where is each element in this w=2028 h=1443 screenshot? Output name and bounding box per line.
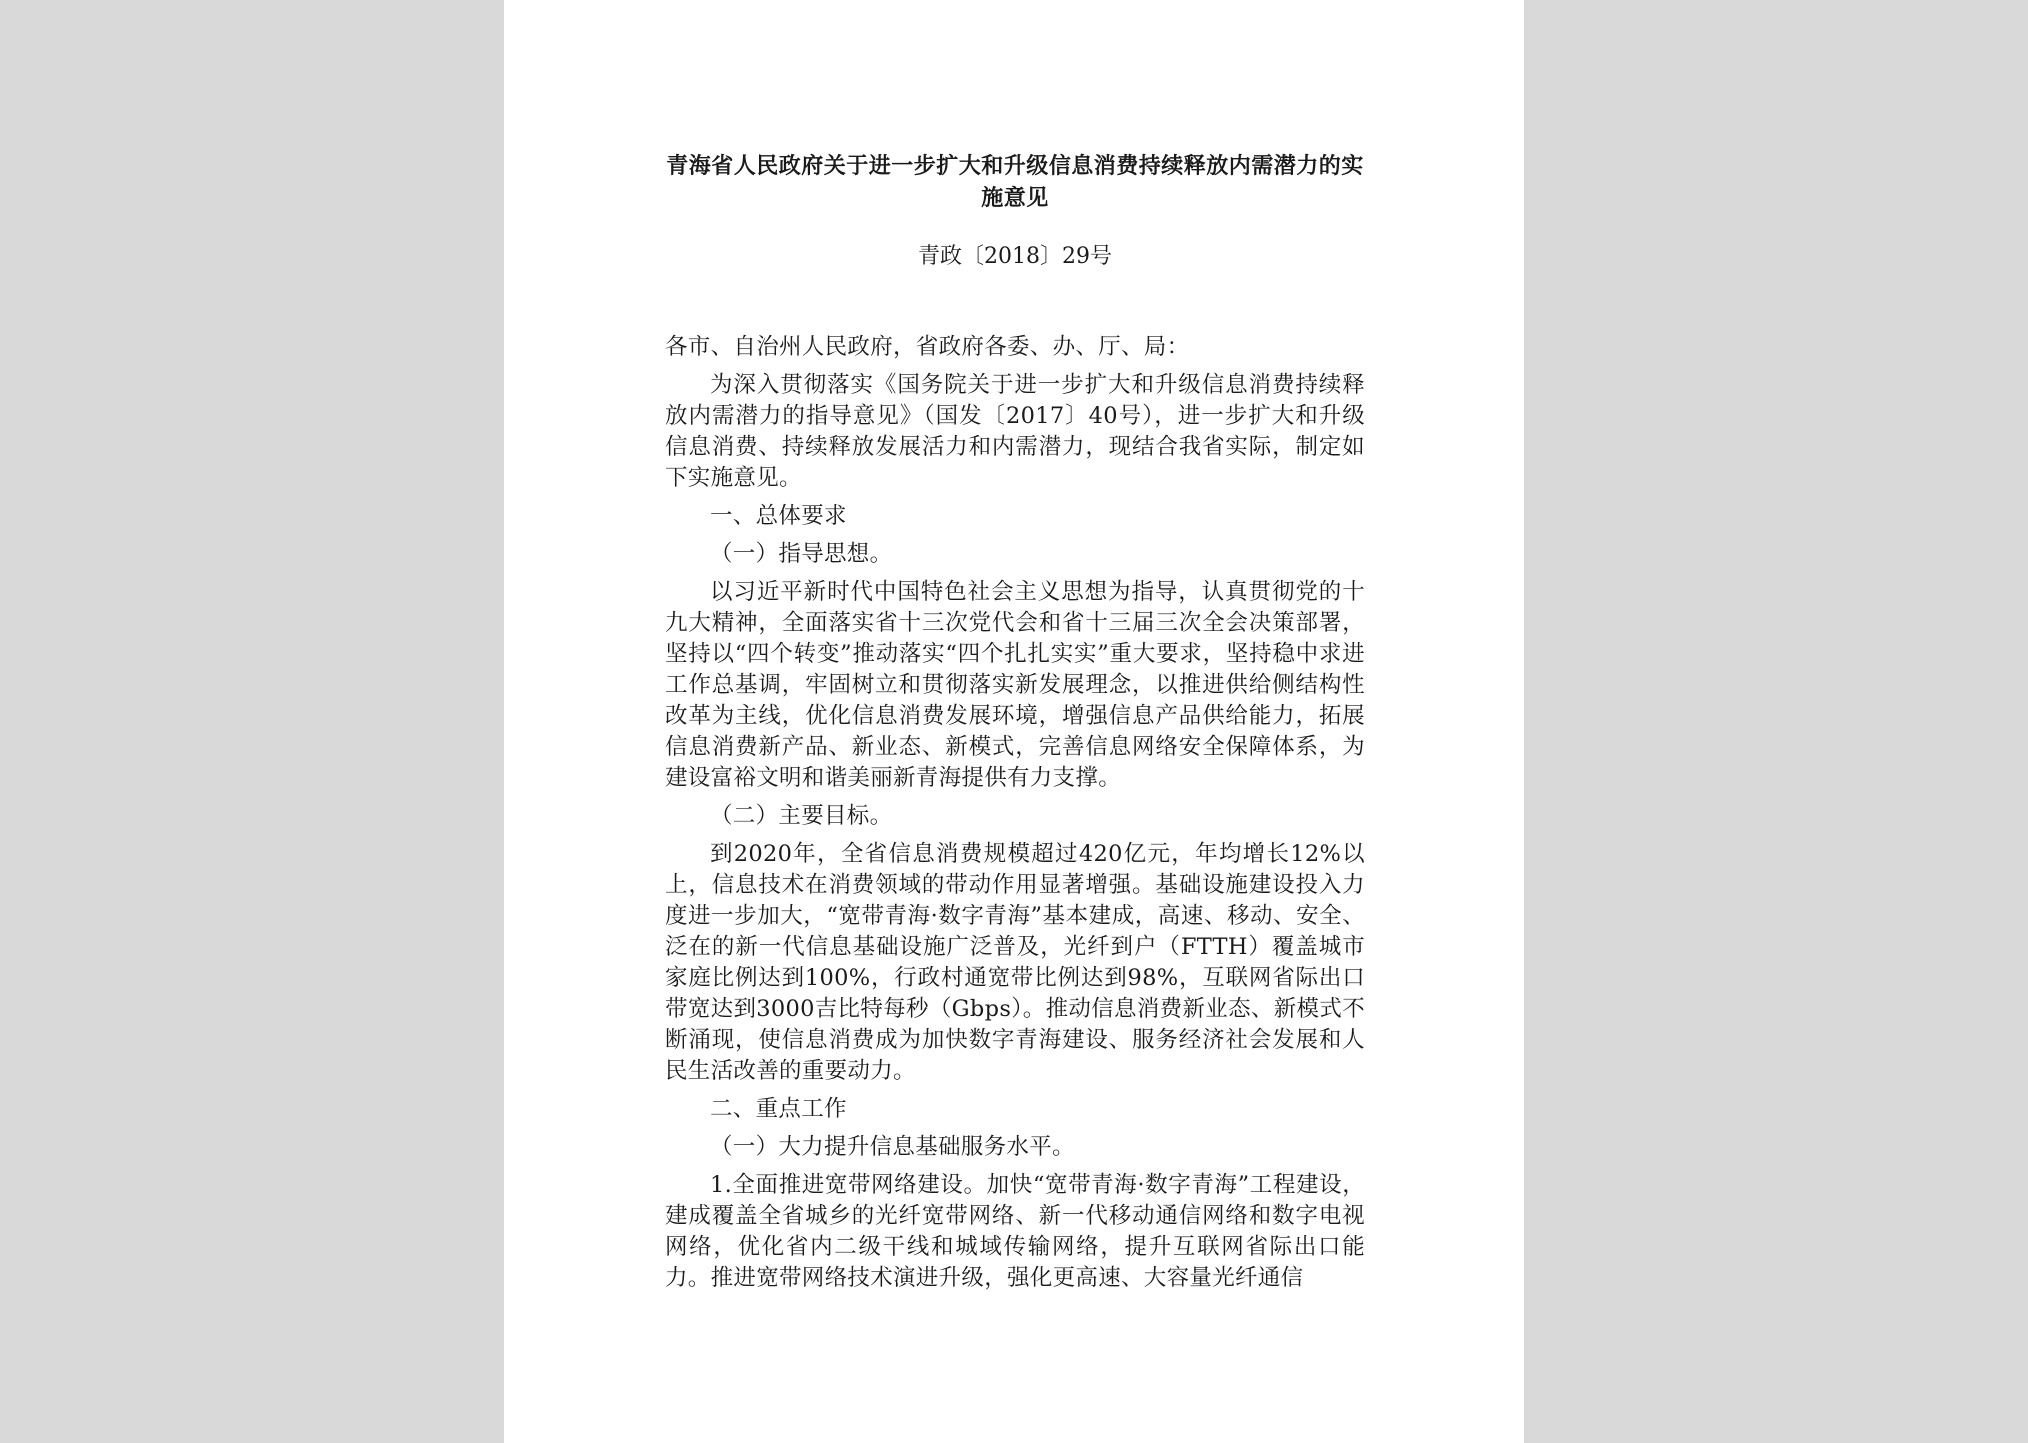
- paragraph-main-goals: 到2020年，全省信息消费规模超过420亿元，年均增长12%以上，信息技术在消费领域的带动作用显著增强。基础设施建设投入力度进一步加大，“宽带青海·数字青海”基本建成，高速、移动、安全、泛在的新一代信息基础设施广泛普及，光纤到户（FTTH）覆盖城市家庭比例达到100%，行政村通宽带比例达到98%，互联网省际出口带宽达到3000吉比特每秒（Gbps）。推动信息消费新业态、新模式不断涌现，使信息消费成为加快数字青海建设、服务经济社会发展和人民生活改善的重要动力。: [665, 841, 1365, 1084]
- subsection-heading-main-goals: （二）主要目标。: [710, 803, 893, 829]
- document-number: 青政〔2018〕29号: [918, 244, 1112, 269]
- salutation: 各市、自治州人民政府，省政府各委、办、厅、局：: [665, 334, 1190, 360]
- document-title: 青海省人民政府关于进一步扩大和升级信息消费持续释放内需潜力的实施意见: [666, 153, 1364, 211]
- document-page: [504, 0, 1524, 1443]
- paragraph-intro: 为深入贯彻落实《国务院关于进一步扩大和升级信息消费持续释放内需潜力的指导意见》（国发〔2017〕40号），进一步扩大和升级信息消费、持续释放发展活力和内需潜力，现结合我省实际，制定如下实施意见。: [665, 372, 1365, 491]
- paragraph-broadband: 1.全面推进宽带网络建设。加快“宽带青海·数字青海”工程建设，建成覆盖全省城乡的光纤宽带网络、新一代移动通信网络和数字电视网络，优化省内二级干线和城域传输网络，提升互联网省际出口能力。推进宽带网络技术演进升级，强化更高速、大容量光纤通信: [665, 1172, 1365, 1291]
- subsection-heading-infrastructure: （一）大力提升信息基础服务水平。: [710, 1134, 1075, 1160]
- section-heading-overall-requirements: 一、总体要求: [710, 503, 847, 529]
- section-heading-key-work: 二、重点工作: [710, 1096, 847, 1122]
- document-body: [665, 332, 1365, 1294]
- document-content: [665, 150, 1365, 1301]
- subsection-heading-guiding-thought: （一）指导思想。: [710, 541, 893, 567]
- paragraph-guiding-thought: 以习近平新时代中国特色社会主义思想为指导，认真贯彻党的十九大精神，全面落实省十三次党代会和省十三届三次全会决策部署，坚持以“四个转变”推动落实“四个扎扎实实”重大要求，坚持稳中求进工作总基调，牢固树立和贯彻落实新发展理念，以推进供给侧结构性改革为主线，优化信息消费发展环境，增强信息产品供给能力，拓展信息消费新产品、新业态、新模式，完善信息网络安全保障体系，为建设富裕文明和谐美丽新青海提供有力支撑。: [665, 579, 1365, 791]
